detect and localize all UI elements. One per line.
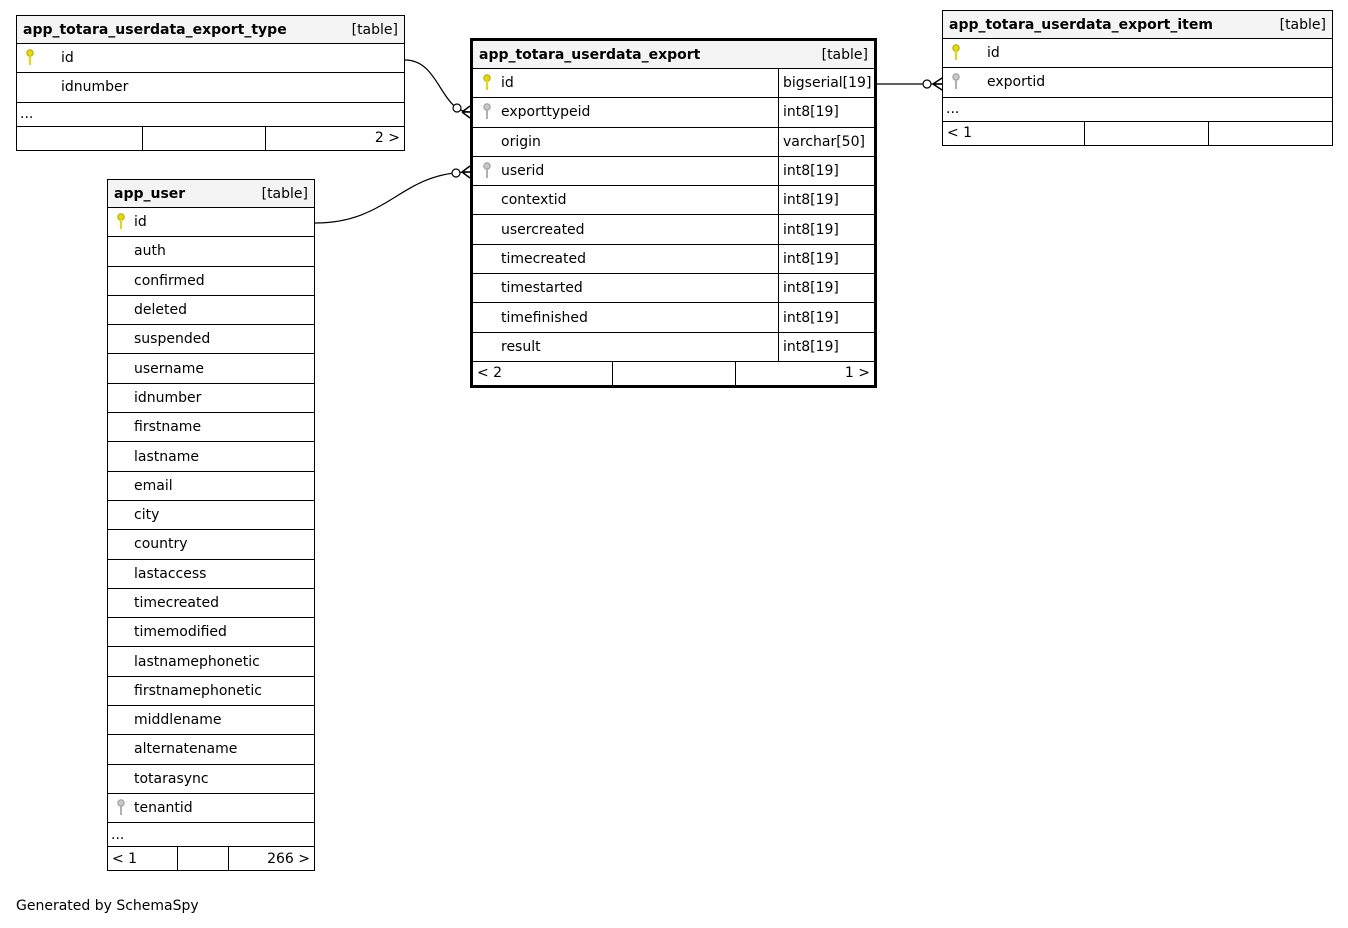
column-row[interactable] [473, 128, 874, 157]
column-row[interactable] [473, 98, 874, 127]
column-name: userid [501, 163, 545, 180]
primary-key-icon [943, 44, 969, 62]
relation-exporttype-export [405, 60, 470, 112]
column-row[interactable] [473, 333, 874, 362]
table-kind: [table] [1279, 16, 1326, 33]
primary-key-icon [17, 49, 43, 67]
column-name: id [61, 50, 74, 67]
column-row[interactable] [108, 325, 314, 354]
table-export-item[interactable] [942, 10, 1333, 146]
column-name: username [134, 360, 204, 377]
column-type: int8[19] [778, 274, 874, 302]
table-name: app_totara_userdata_export_item [949, 16, 1213, 33]
footer-mid [142, 127, 265, 150]
column-row[interactable] [108, 735, 314, 764]
primary-key-icon [473, 74, 501, 92]
column-row[interactable] [108, 501, 314, 530]
column-name: country [134, 536, 188, 553]
table-kind: [table] [351, 21, 398, 38]
column-name: timefinished [501, 309, 588, 326]
column-name: contextid [501, 192, 567, 209]
column-name: origin [501, 133, 541, 150]
column-name: result [501, 338, 541, 355]
column-row[interactable] [473, 186, 874, 215]
table-header [108, 180, 314, 208]
column-name: totarasync [134, 770, 209, 787]
column-name: middlename [134, 712, 222, 729]
column-type: int8[19] [778, 157, 874, 185]
footer-parents: < 2 [477, 365, 503, 382]
relation-many-marker [462, 166, 470, 178]
column-name: timemodified [134, 624, 227, 641]
column-row[interactable] [108, 208, 314, 237]
generated-by-label: Generated by SchemaSpy [16, 898, 199, 914]
table-kind: [table] [261, 185, 308, 202]
column-name: firstnamephonetic [134, 682, 262, 699]
column-row[interactable] [17, 44, 404, 73]
column-name: auth [134, 243, 166, 260]
column-name: email [134, 477, 173, 494]
column-name: timestarted [501, 280, 583, 297]
more-columns: ... [108, 823, 314, 847]
column-row[interactable] [473, 245, 874, 274]
table-name: app_user [114, 185, 186, 202]
column-row[interactable] [108, 677, 314, 706]
table-user[interactable] [107, 179, 315, 871]
column-row[interactable] [473, 303, 874, 332]
footer-mid [1084, 122, 1208, 145]
footer-children: 1 > [735, 362, 874, 385]
column-row[interactable] [108, 413, 314, 442]
column-name: confirmed [134, 272, 205, 289]
primary-key-icon [108, 213, 134, 231]
column-row[interactable] [108, 706, 314, 735]
column-type: varchar[50] [778, 128, 874, 156]
column-name: idnumber [61, 79, 129, 96]
column-row[interactable] [108, 560, 314, 589]
column-row[interactable] [943, 68, 1332, 97]
column-row[interactable] [108, 296, 314, 325]
column-type: int8[19] [778, 98, 874, 126]
column-row[interactable] [108, 354, 314, 383]
column-name: suspended [134, 331, 211, 348]
footer-parents [17, 127, 142, 150]
foreign-key-icon [108, 799, 134, 817]
column-name: exportid [987, 74, 1046, 91]
column-row[interactable] [108, 530, 314, 559]
column-name: alternatename [134, 741, 238, 758]
column-row[interactable] [108, 647, 314, 676]
foreign-key-icon [473, 103, 501, 121]
column-name: id [501, 75, 514, 92]
table-footer [17, 127, 404, 150]
table-kind: [table] [821, 46, 868, 63]
table-name: app_totara_userdata_export_type [23, 21, 287, 38]
column-row[interactable] [108, 794, 314, 823]
footer-children [1208, 122, 1332, 145]
column-name: lastnamephonetic [134, 653, 260, 670]
column-name: lastname [134, 448, 199, 465]
column-row[interactable] [108, 384, 314, 413]
column-name: tenantid [134, 800, 193, 817]
footer-mid [612, 362, 735, 385]
table-footer [108, 847, 314, 870]
table-header [943, 11, 1332, 39]
relation-optional-marker [452, 169, 460, 177]
column-name: id [134, 214, 147, 231]
column-row[interactable] [108, 618, 314, 647]
column-name: id [987, 45, 1000, 62]
footer-parents: < 1 [112, 850, 138, 867]
footer-children: 266 > [228, 847, 314, 870]
column-row[interactable] [108, 237, 314, 266]
column-row[interactable] [17, 73, 404, 102]
column-type: bigserial[19] [778, 69, 874, 97]
relation-optional-marker [923, 80, 931, 88]
column-row[interactable] [473, 69, 874, 98]
column-name: city [134, 507, 160, 524]
column-type: int8[19] [778, 333, 874, 361]
relation-many-marker [933, 78, 942, 90]
column-type: int8[19] [778, 245, 874, 273]
column-row[interactable] [108, 589, 314, 618]
foreign-key-icon [473, 162, 501, 180]
table-footer [943, 122, 1332, 145]
relation-user-export [315, 172, 470, 223]
column-row[interactable] [473, 215, 874, 244]
table-export[interactable] [470, 38, 877, 388]
column-name: idnumber [134, 389, 202, 406]
table-footer [473, 362, 874, 385]
footer-mid [177, 847, 228, 870]
column-type: int8[19] [778, 186, 874, 214]
column-name: lastaccess [134, 565, 207, 582]
column-row[interactable] [473, 274, 874, 303]
column-row[interactable] [943, 39, 1332, 68]
more-columns: ... [943, 98, 1332, 122]
footer-children: 2 > [265, 127, 404, 150]
footer-parents: < 1 [947, 125, 973, 142]
table-name: app_totara_userdata_export [479, 46, 701, 63]
column-name: exporttypeid [501, 104, 591, 121]
column-row[interactable] [108, 442, 314, 471]
table-header [17, 16, 404, 44]
column-name: firstname [134, 419, 202, 436]
column-row[interactable] [473, 157, 874, 186]
column-row[interactable] [108, 765, 314, 794]
column-name: usercreated [501, 221, 585, 238]
column-name: timecreated [501, 250, 586, 267]
table-header [473, 41, 874, 69]
table-export-type[interactable] [16, 15, 405, 151]
relation-optional-marker [453, 104, 461, 112]
column-type: int8[19] [778, 215, 874, 243]
column-row[interactable] [108, 472, 314, 501]
foreign-key-icon [943, 73, 969, 91]
column-row[interactable] [108, 267, 314, 296]
column-type: int8[19] [778, 303, 874, 331]
more-columns: ... [17, 103, 404, 127]
column-name: timecreated [134, 595, 219, 611]
column-name: deleted [134, 302, 187, 319]
relation-many-marker [462, 106, 470, 118]
